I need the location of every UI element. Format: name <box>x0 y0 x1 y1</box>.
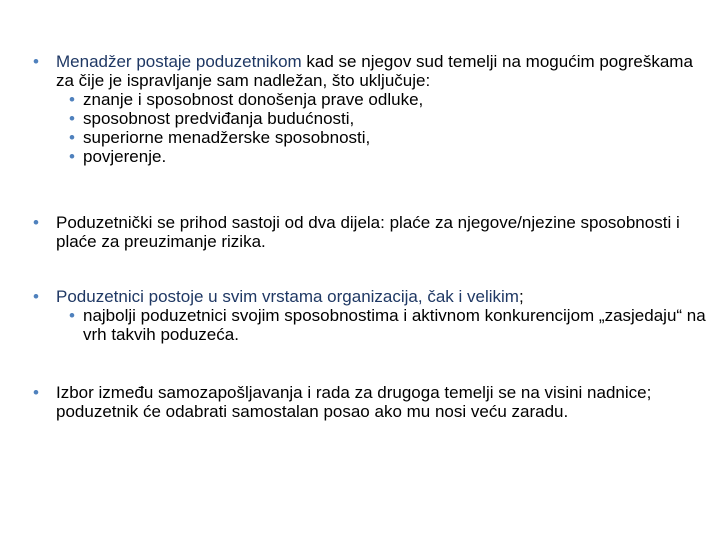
bullet-4-paragraph <box>33 383 713 421</box>
sub-bullet-1-4 <box>69 147 713 166</box>
bullet-3-paragraph <box>33 287 713 306</box>
sub-bullet-dot-icon: • <box>69 306 75 325</box>
sub-bullet-1-4-text: povjerenje. <box>83 147 167 166</box>
bullet-2-paragraph <box>33 213 713 251</box>
bullet-dot-icon: • <box>33 52 39 71</box>
bullet-3 <box>33 287 713 344</box>
bullet-dot-icon: • <box>33 383 39 402</box>
bullet-2 <box>33 213 713 251</box>
sub-bullet-dot-icon: • <box>69 109 75 128</box>
bullet-4-text: Izbor između samozapošljavanja i rada za drugoga temelji se na visini nadnice; poduzetnik će odabrati samostalan posao ako mu nosi veću zaradu. <box>56 383 652 421</box>
bullet-2-text: Poduzetnički se prihod sastoji od dva dijela: plaće za njegove/njezine sposobnosti i plaće za preuzimanje rizika. <box>56 213 680 251</box>
sub-bullet-1-2-text: sposobnost predviđanja budućnosti, <box>83 109 355 128</box>
bullet-1 <box>33 52 713 166</box>
bullet-dot-icon: • <box>33 287 39 306</box>
sub-bullet-3-1 <box>69 306 713 344</box>
bullet-1-highlight: Menadžer postaje poduzetnikom <box>56 52 302 71</box>
bullet-3-text: ; <box>518 287 524 306</box>
sub-bullet-dot-icon: • <box>69 128 75 147</box>
sub-bullet-1-1 <box>69 90 713 109</box>
bullet-4 <box>33 383 713 421</box>
bullet-1-paragraph <box>33 52 713 90</box>
sub-bullet-3-1-text: najbolji poduzetnici svojim sposobnostima i aktivnom konkurencijom „zasjedaju“ na vrh takvih poduzeća. <box>83 306 706 344</box>
sub-bullet-1-3-text: superiorne menadžerske sposobnosti, <box>83 128 371 147</box>
bullet-dot-icon: • <box>33 213 39 232</box>
sub-bullet-1-3 <box>69 128 713 147</box>
sub-bullet-1-2 <box>69 109 713 128</box>
bullet-3-highlight: Poduzetnici postoje u svim vrstama organizacija, čak i velikim <box>56 287 519 306</box>
bullet-1-text: kad se njegov sud temelji na mogućim pogreškama za čije je ispravljanje sam nadležan, što uključuje: <box>56 52 693 90</box>
sub-bullet-1-1-text: znanje i sposobnost donošenja prave odluke, <box>83 90 424 109</box>
sub-bullet-dot-icon: • <box>69 90 75 109</box>
sub-bullet-dot-icon: • <box>69 147 75 166</box>
